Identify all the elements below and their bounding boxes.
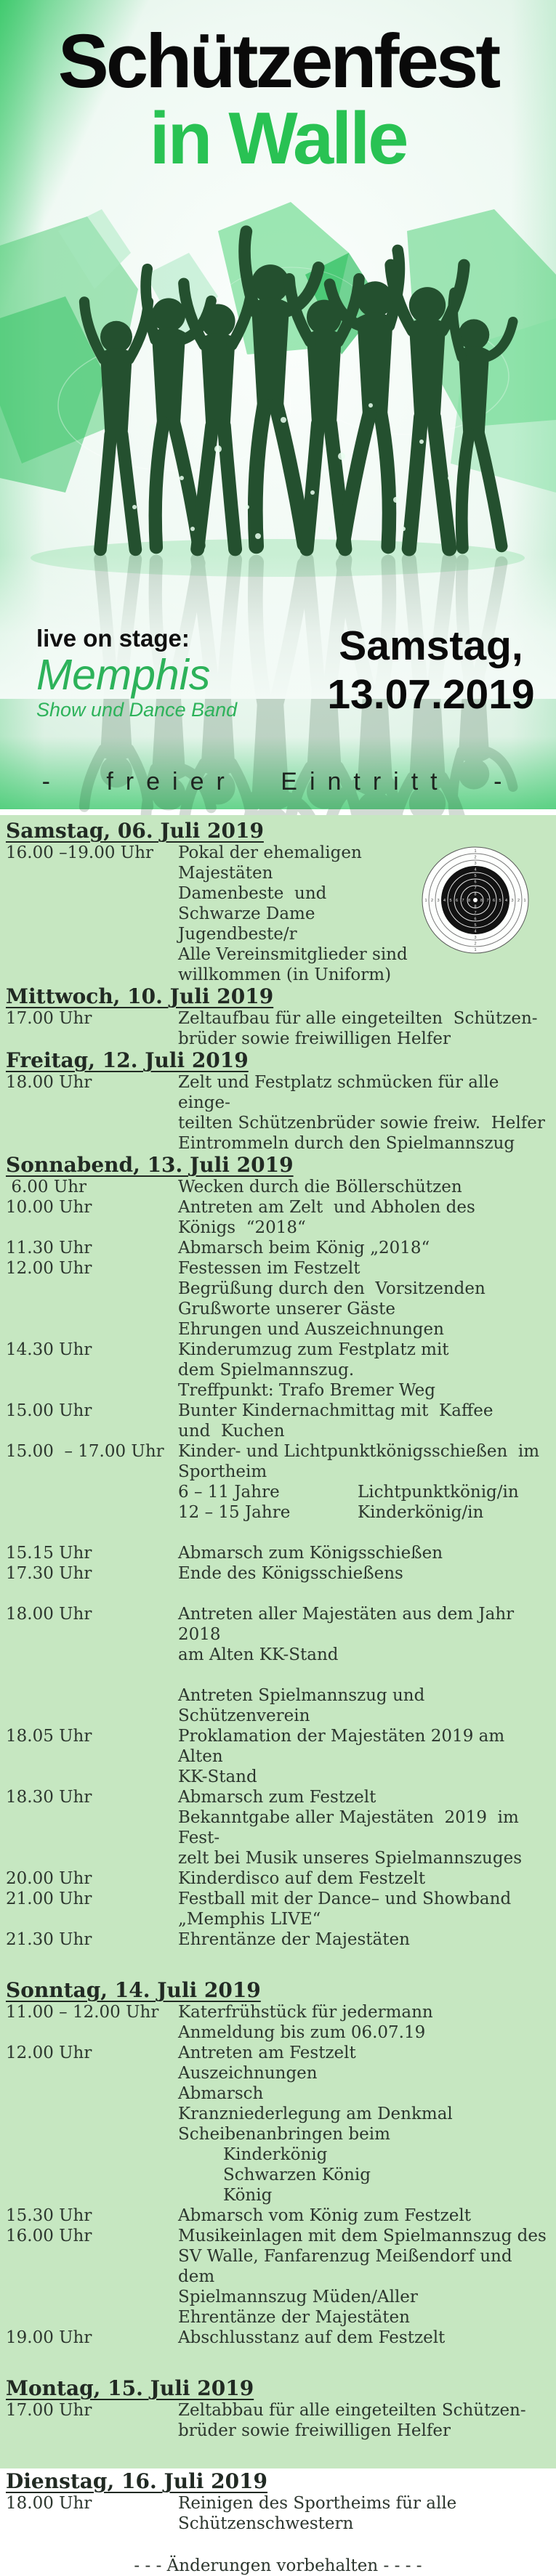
description-line: Musikeinlagen mit dem Spielmannszug des xyxy=(178,2227,547,2245)
row-time: 11.30 Uhr xyxy=(6,1239,92,1257)
description-line: Ehrentänze der Majestäten xyxy=(178,2308,410,2327)
row-time: 6.00 Uhr xyxy=(6,1178,87,1196)
schedule-day-section xyxy=(6,2470,550,2534)
description-line: dem Spielmannszug. xyxy=(178,1361,355,1380)
schedule-row xyxy=(6,1258,550,1340)
row-description xyxy=(178,1177,550,1197)
schedule-day-section xyxy=(6,1049,550,1154)
target-ring-number: 6 xyxy=(474,917,477,922)
row-time xyxy=(6,1685,178,1726)
target-ring-number: 5 xyxy=(474,874,477,878)
poster-subtitle: in Walle xyxy=(149,98,407,180)
row-description xyxy=(178,2328,550,2348)
description-line: Abmarsch beim König „2018“ xyxy=(178,1239,430,1257)
row-time: 15.00 Uhr xyxy=(6,1401,92,1420)
target-ring-number: 3 xyxy=(474,862,477,866)
row-time: 17.00 Uhr xyxy=(6,1009,92,1028)
target-ring-number: 6 xyxy=(474,880,477,885)
stage-block xyxy=(36,626,237,720)
description-line: Ehrungen und Auszeichnungen xyxy=(178,1320,444,1339)
row-time: 18.00 Uhr xyxy=(6,1605,92,1624)
description-line: Bekanntgabe aller Majestäten 2019 im Fest- xyxy=(178,1808,525,1847)
target-ring-number: 7 xyxy=(486,899,489,903)
target-ring-number: 3 xyxy=(437,899,440,903)
description-line: willkommen (in Uniform) xyxy=(178,965,392,984)
row-description xyxy=(178,2493,550,2534)
schedule-row xyxy=(6,1563,550,1584)
description-line: Pokal der ehemaligen xyxy=(178,843,362,862)
poster-title: Schützenfest xyxy=(57,19,499,104)
row-description xyxy=(178,2226,550,2328)
target-ring-number: 6 xyxy=(492,899,496,903)
description-line: am Alten KK-Stand xyxy=(178,1645,339,1664)
stage-label: live on stage: xyxy=(36,625,190,652)
target-ring-number: 4 xyxy=(474,929,477,934)
row-time: 18.00 Uhr xyxy=(6,2494,92,2513)
description-line: brüder sowie freiwilligen Helfer xyxy=(178,2421,451,2440)
row-time: 20.00 Uhr xyxy=(6,1869,92,1888)
age-range: 12 – 15 Jahre xyxy=(178,1503,291,1522)
target-ring-number: 2 xyxy=(474,855,477,860)
day-heading: Sonntag, 14. Juli 2019 xyxy=(6,1978,261,2002)
event-date xyxy=(309,622,553,720)
schedule-row xyxy=(6,2002,550,2043)
row-description xyxy=(178,1604,550,1665)
target-ring-number: 8 xyxy=(474,904,477,910)
description-line: Anmeldung bis zum 06.07.19 xyxy=(178,2023,426,2042)
schedule-row xyxy=(6,2328,550,2348)
schedule-row xyxy=(6,2206,550,2226)
day-heading: Mittwoch, 10. Juli 2019 xyxy=(6,984,274,1008)
row-description xyxy=(178,1726,550,1787)
target-ring-number: 1 xyxy=(474,849,477,854)
age-range: 6 – 11 Jahre xyxy=(178,1483,280,1502)
row-description xyxy=(178,1340,550,1401)
target-ring-number: 6 xyxy=(455,899,459,903)
description-line: brüder sowie freiwilligen Helfer xyxy=(178,1029,451,1048)
hero-section xyxy=(0,0,556,809)
row-time: 17.00 Uhr xyxy=(6,2401,92,2420)
description-line: Schwarzen König xyxy=(223,2166,371,2184)
description-line: Alle Vereinsmitglieder sind xyxy=(178,945,408,964)
target-ring-number: 7 xyxy=(474,911,477,915)
schedule-row xyxy=(6,1604,550,1665)
row-time: 12.00 Uhr xyxy=(6,1259,92,1278)
description-line: Abmarsch vom König zum Festzelt xyxy=(178,2206,471,2225)
row-time: 21.30 Uhr xyxy=(6,1930,92,1949)
row-time: 15.15 Uhr xyxy=(6,1544,92,1563)
description-line: Zelt und Festplatz schmücken für alle einge- xyxy=(178,1073,504,1112)
description-line: Abmarsch xyxy=(178,2084,264,2103)
description-line: Antreten aller Majestäten aus dem Jahr 2018 xyxy=(178,1605,520,1644)
row-description xyxy=(178,1197,550,1238)
title-label: Lichtpunktkönig/in xyxy=(358,1483,519,1502)
event-date-day: Samstag, xyxy=(339,623,523,669)
row-description xyxy=(178,1238,550,1258)
description-line: Grußworte unserer Gäste xyxy=(178,1300,395,1319)
description-line: Schützenschwestern xyxy=(178,2514,354,2533)
row-description xyxy=(178,1929,550,1950)
schedule-day-section xyxy=(6,1979,550,2348)
description-line: Jugendbeste/r xyxy=(178,925,297,944)
schedule-list xyxy=(6,819,550,2534)
description-line: SV Walle, Fanfarenzug Meißendorf und dem xyxy=(178,2247,517,2286)
target-ring-number: 5 xyxy=(474,923,477,928)
row-time: 15.30 Uhr xyxy=(6,2206,92,2225)
target-ring-number: 2 xyxy=(474,941,477,947)
description-line: Katerfrühstück für jedermann xyxy=(178,2003,433,2022)
description-line: Abmarsch zum Königsschießen xyxy=(178,1544,443,1563)
target-ring-number: 1 xyxy=(474,948,477,952)
description-line: „Memphis LIVE“ xyxy=(178,1910,321,1929)
row-description xyxy=(178,1441,550,1523)
row-description xyxy=(178,1401,550,1441)
schedule-row xyxy=(6,2226,550,2328)
row-time: 12.00 Uhr xyxy=(6,2044,92,2062)
schedule-section xyxy=(0,815,556,2575)
row-description xyxy=(178,2043,550,2206)
row-description xyxy=(178,1787,550,1868)
row-description xyxy=(178,2400,550,2441)
description-line: Scheibenanbringen beim xyxy=(178,2125,390,2144)
target-ring-number: 1 xyxy=(523,899,526,903)
description-line: Auszeichnungen xyxy=(178,2064,318,2083)
description-line: Kinderumzug zum Festplatz mit xyxy=(178,1340,449,1359)
description-line: Antreten am Zelt und Abholen des xyxy=(178,1198,475,1217)
description-line: Ende des Königsschießens xyxy=(178,1564,403,1583)
row-description xyxy=(178,1543,550,1563)
target-ring-number: 8 xyxy=(467,899,471,903)
schedule-row xyxy=(6,1177,550,1197)
description-line: teilten Schützenbrüder sowie freiw. Helfer xyxy=(178,1114,545,1133)
description-line: Proklamation der Majestäten 2019 am Alten xyxy=(178,1727,510,1766)
row-time: 17.30 Uhr xyxy=(6,1564,92,1583)
row-time: 19.00 Uhr xyxy=(6,2328,92,2347)
schedule-row xyxy=(6,1543,550,1563)
schedule-row xyxy=(6,1401,550,1441)
row-time: 14.30 Uhr xyxy=(6,1340,92,1359)
description-line: Eintrommeln durch den Spielmannszug xyxy=(178,1134,515,1153)
schedule-row xyxy=(6,1008,550,1049)
event-date-number: 13.07.2019 xyxy=(327,671,535,718)
schedule-row xyxy=(6,1238,550,1258)
description-line: KK-Stand xyxy=(178,1767,257,1786)
day-heading: Samstag, 06. Juli 2019 xyxy=(6,819,264,843)
description-line: Damenbeste und xyxy=(178,884,327,903)
admission-note: - freier Eintritt - xyxy=(41,768,515,795)
target-ring-number: 4 xyxy=(474,867,477,872)
row-description xyxy=(178,1563,550,1584)
target-ring-number: 5 xyxy=(449,899,452,903)
schedule-row xyxy=(6,2493,550,2534)
row-description xyxy=(178,1072,550,1154)
description-line: Begrüßung durch den Vorsitzenden xyxy=(178,1279,486,1298)
row-time: 10.00 Uhr xyxy=(6,1198,92,1217)
description-line: Kinderkönig xyxy=(223,2145,328,2164)
schedule-day-section xyxy=(6,2377,550,2441)
description-line: Abmarsch zum Festzelt xyxy=(178,1788,376,1807)
target-ring-number: 4 xyxy=(504,899,508,903)
description-line: zelt bei Musik unseres Spielmannszuges xyxy=(178,1849,522,1868)
schedule-row xyxy=(6,1340,550,1401)
description-line xyxy=(178,1502,550,1523)
schedule-row xyxy=(6,2400,550,2441)
row-time: 18.00 Uhr xyxy=(6,1073,92,1092)
schedule-row xyxy=(6,1197,550,1238)
description-line: Königs “2018“ xyxy=(178,1218,306,1237)
row-description xyxy=(178,1889,550,1929)
description-line: Majestäten xyxy=(178,864,273,883)
schedule-day-section xyxy=(6,1154,550,1950)
target-ring-number: 5 xyxy=(499,899,501,903)
schedule-row xyxy=(6,1726,550,1787)
footer-note: - - - Änderungen vorbehalten - - - - xyxy=(134,2556,422,2575)
row-description xyxy=(178,1008,550,1049)
row-description xyxy=(178,2002,550,2043)
row-time: 15.00 – 17.00 Uhr xyxy=(6,1442,164,1461)
row-description xyxy=(178,1868,550,1889)
schedule-row xyxy=(6,1685,550,1726)
description-line: Zeltaufbau für alle eingeteilten Schützen- xyxy=(178,1009,538,1028)
description-line: Sportheim xyxy=(178,1462,267,1481)
target-ring-number: 4 xyxy=(443,899,446,903)
target-ring-number: 7 xyxy=(474,886,477,891)
description-line: Zeltabbau für alle eingeteilten Schützen- xyxy=(178,2401,526,2420)
schedule-row xyxy=(6,1787,550,1868)
shooting-target-icon xyxy=(421,846,530,955)
description-line: Antreten Spielmannszug und Schützenverein xyxy=(178,1686,430,1725)
row-time: 18.05 Uhr xyxy=(6,1727,92,1746)
description-line: König xyxy=(223,2186,273,2205)
description-line: Ehrentänze der Majestäten xyxy=(178,1930,410,1949)
schedule-row xyxy=(6,1929,550,1950)
description-line: Schwarze Dame xyxy=(178,904,315,923)
row-time: 16.00 –19.00 Uhr xyxy=(6,843,154,862)
row-time: 18.30 Uhr xyxy=(6,1788,92,1807)
description-line: Reinigen des Sportheims für alle xyxy=(178,2494,457,2513)
row-time: 21.00 Uhr xyxy=(6,1890,92,1908)
description-line xyxy=(178,1482,550,1502)
row-time: 16.00 Uhr xyxy=(6,2227,92,2245)
row-description xyxy=(178,1258,550,1340)
description-line: Wecken durch die Böllerschützen xyxy=(178,1178,462,1196)
description-line: und Kuchen xyxy=(178,1422,285,1441)
row-description xyxy=(178,1685,550,1726)
description-line: Bunter Kindernachmittag mit Kaffee xyxy=(178,1401,493,1420)
description-line: Antreten am Festzelt xyxy=(178,2044,356,2062)
target-ring-number: 8 xyxy=(474,892,477,897)
day-heading: Montag, 15. Juli 2019 xyxy=(6,2376,254,2400)
description-line: Spielmannszug Müden/Aller xyxy=(178,2288,418,2306)
schedule-row xyxy=(6,1441,550,1523)
target-ring-number: 8 xyxy=(480,899,483,903)
schedule-row xyxy=(6,1889,550,1929)
day-heading: Freitag, 12. Juli 2019 xyxy=(6,1048,249,1072)
target-ring-number: 7 xyxy=(462,899,464,903)
target-ring-number: 3 xyxy=(511,899,514,903)
row-time: 11.00 – 12.00 Uhr xyxy=(6,2003,159,2022)
day-heading: Dienstag, 16. Juli 2019 xyxy=(6,2469,268,2493)
description-line: Treffpunkt: Trafo Bremer Weg xyxy=(178,1381,435,1400)
target-ring-number: 2 xyxy=(517,899,520,903)
description-line: Kranzniederlegung am Denkmal xyxy=(178,2105,453,2123)
schedule-row xyxy=(6,2043,550,2206)
band-subtitle: Show und Dance Band xyxy=(36,698,238,721)
description-line: Abschlusstanz auf dem Festzelt xyxy=(178,2328,446,2347)
schedule-row xyxy=(6,1072,550,1154)
target-ring-number: 2 xyxy=(430,899,434,903)
schedule-day-section xyxy=(6,985,550,1049)
description-line: Festball mit der Dance– und Showband xyxy=(178,1890,512,1908)
description-line: Kinderdisco auf dem Festzelt xyxy=(178,1869,426,1888)
band-name: Memphis xyxy=(36,650,211,699)
target-ring-number: 3 xyxy=(474,936,477,940)
day-heading: Sonnabend, 13. Juli 2019 xyxy=(6,1153,294,1177)
description-line: Kinder- und Lichtpunktkönigsschießen im xyxy=(178,1442,540,1461)
target-ring-number: 1 xyxy=(424,899,427,903)
row-description xyxy=(178,2206,550,2226)
description-line: Festessen im Festzelt xyxy=(178,1259,360,1278)
schedule-row xyxy=(6,1868,550,1889)
title-label: Kinderkönig/in xyxy=(358,1503,484,1522)
